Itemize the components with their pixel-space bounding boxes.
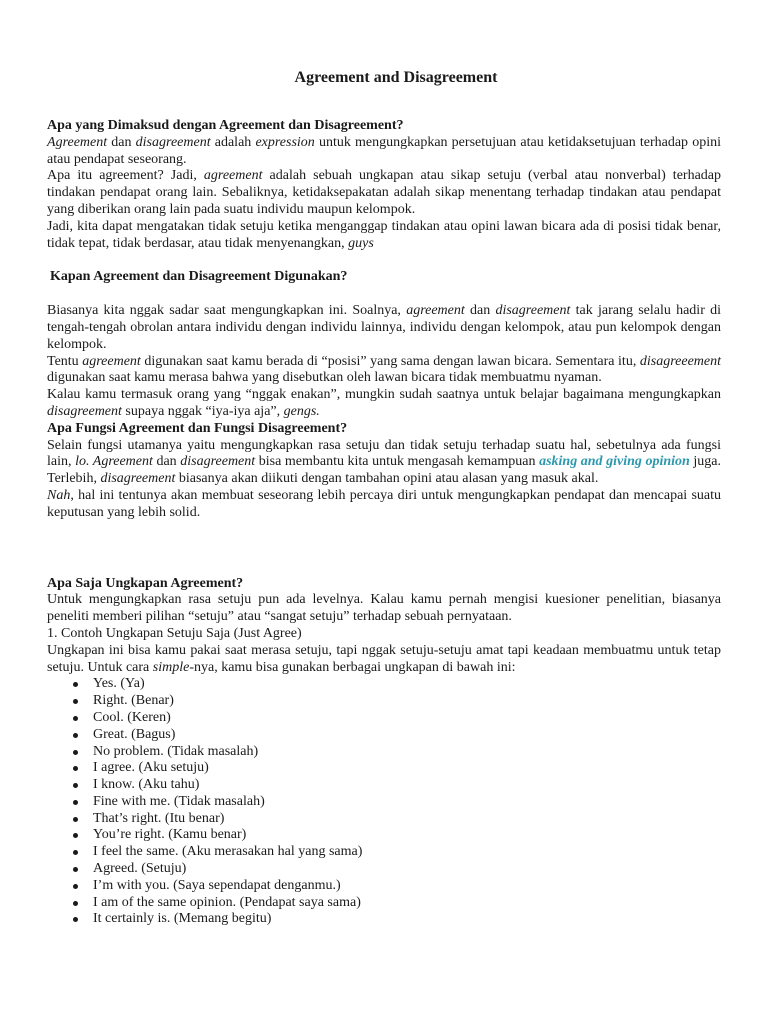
list-item: I feel the same. (Aku merasakan hal yang sama) <box>93 844 721 861</box>
section-heading-definition: Apa yang Dimaksud dengan Agreement dan Disagreement? <box>47 118 404 133</box>
list-item: Yes. (Ya) <box>93 676 721 693</box>
list-item: It certainly is. (Memang begitu) <box>93 911 721 928</box>
subheading-just-agree: 1. Contoh Ungkapan Setuju Saja (Just Agree) <box>47 625 302 641</box>
paragraph: Tentu agreement digunakan saat kamu berada di “posisi” yang sama dengan lawan bicara. Sementara itu, disagreeement digunakan saat kamu merasa bahwa yang disebutkan oleh lawan bicara tidak membuatmu nyaman. <box>47 353 721 386</box>
list-item: Right. (Benar) <box>93 693 721 710</box>
list-item: Fine with me. (Tidak masalah) <box>93 794 721 811</box>
paragraph: Nah, hal ini tentunya akan membuat seseorang lebih percaya diri untuk mengungkapkan pendapat dan mencapai suatu keputusan yang lebih solid. <box>47 487 721 520</box>
list-item: I am of the same opinion. (Pendapat saya sama) <box>93 895 721 912</box>
paragraph: Jadi, kita dapat mengatakan tidak setuju ketika menganggap tindakan atau opini lawan bicara ada di posisi tidak benar, tidak tepat, tidak berdasar, atau tidak menyenangkan, guys <box>47 218 721 251</box>
paragraph: Biasanya kita nggak sadar saat mengungkapkan ini. Soalnya, agreement dan disagreement tak jarang selalu hadir di tengah-tengah obrolan antara individu dengan individu lainnya, individu dengan kelompok, atau pun kelompok dengan kelompok. <box>47 303 721 352</box>
list-item: I’m with you. (Saya sependapat denganmu.) <box>93 878 721 895</box>
list-item: I know. (Aku tahu) <box>93 777 721 794</box>
paragraph: Kalau kamu termasuk orang yang “nggak enakan”, mungkin sudah saatnya untuk belajar bagaimana mengungkapkan disagreement supaya nggak “iya-iya aja”, gengs. <box>47 387 721 419</box>
document-title: Agreement and Disagreement <box>294 69 498 86</box>
paragraph: Apa itu agreement? Jadi, agreement adalah sebuah ungkapan atau sikap setuju (verbal atau nonverbal) terhadap tindakan pendapat orang lain. Sebaliknya, ketidaksepakatan adalah sikap menentang terhadap tindakan atau pendapat yang diberikan orang lain pada suatu individu maupun kelompok. <box>47 168 721 217</box>
document-body <box>47 68 721 928</box>
list-item: That’s right. (Itu benar) <box>93 811 721 828</box>
paragraph: Untuk mengungkapkan rasa setuju pun ada levelnya. Kalau kamu pernah mengisi kuesioner penelitian, biasanya peneliti memberi pilihan “setuju” atau “sangat setuju” terhadap sebuah pernyataan. <box>47 592 721 625</box>
list-item: Great. (Bagus) <box>93 727 721 744</box>
list-item: I agree. (Aku setuju) <box>93 760 721 777</box>
section-heading-function: Apa Fungsi Agreement dan Fungsi Disagreement? <box>47 420 348 436</box>
list-item: Agreed. (Setuju) <box>93 861 721 878</box>
paragraph: Ungkapan ini bisa kamu pakai saat merasa setuju, tapi nggak setuju-setuju amat tapi keadaan membuatmu untuk tetap setuju. Untuk cara simple-nya, kamu bisa gunakan berbagai ungkapan di bawah ini: <box>47 642 721 675</box>
list-item: Cool. (Keren) <box>93 710 721 727</box>
section-heading-usage: Kapan Agreement dan Disagreement Digunakan? <box>50 269 348 285</box>
expression-list <box>47 676 721 928</box>
section-heading-expressions: Apa Saja Ungkapan Agreement? <box>47 575 244 591</box>
opinion-link[interactable]: asking and giving opinion <box>539 454 690 470</box>
list-item: No problem. (Tidak masalah) <box>93 744 721 761</box>
paragraph: Selain fungsi utamanya yaitu mengungkapkan rasa setuju dan tidak setuju terhadap suatu hal, sebetulnya ada fungsi lain, lo. Agreement dan disagreement bisa membantu kita untuk mengasah kemampuan asking and giving opinion juga. Terlebih, disagreement biasanya akan diikuti dengan tambahan opini atau alasan yang masuk akal. <box>47 437 721 487</box>
list-item: You’re right. (Kamu benar) <box>93 827 721 844</box>
paragraph: Agreement dan disagreement adalah expression untuk mengungkapkan persetujuan atau ketidaksetujuan terhadap opini atau pendapat seseorang. <box>47 134 721 167</box>
